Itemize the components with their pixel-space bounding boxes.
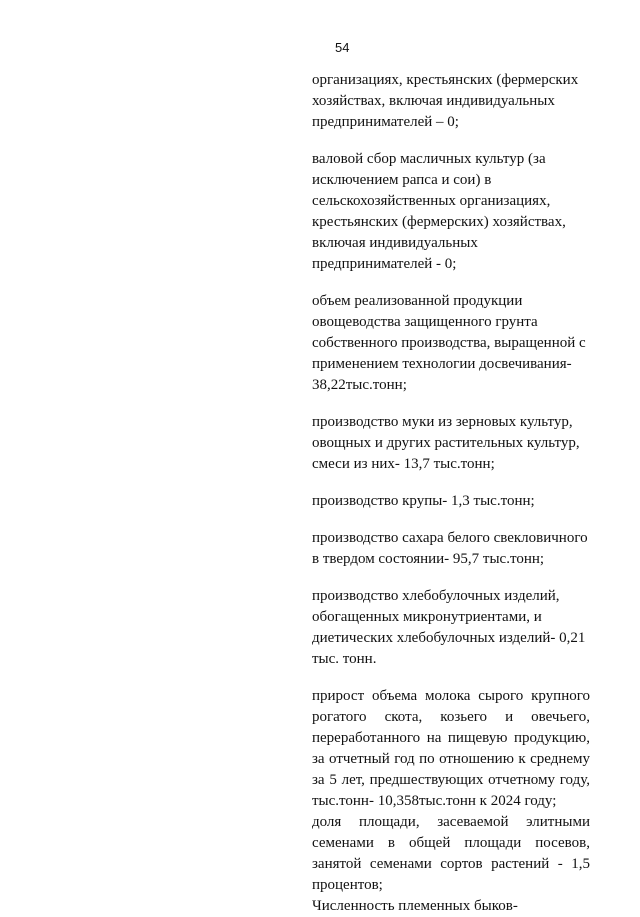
text-line: организациях, крестьянских (фермерских	[312, 72, 579, 88]
text-line: процентов;	[312, 877, 383, 893]
document-body	[312, 70, 590, 917]
justified-paragraph	[312, 686, 590, 896]
text-line: крестьянских (фермерских) хозяйствах,	[312, 214, 566, 230]
text-line: семенами в общей площади посевов,	[312, 835, 590, 851]
text-line: диетических хлебобулочных изделий- 0,21	[312, 630, 586, 646]
text-line: производство хлебобулочных изделий,	[312, 588, 560, 604]
paragraph	[312, 528, 590, 570]
text-line: смеси из них- 13,7 тыс.тонн;	[312, 456, 495, 472]
text-line: овощеводства защищенного грунта	[312, 314, 538, 330]
paragraph	[312, 70, 590, 133]
text-line: хозяйствах, включая индивидуальных	[312, 93, 555, 109]
text-line: овощных и других растительных культур,	[312, 435, 580, 451]
text-line: производство крупы- 1,3 тыс.тонн;	[312, 493, 535, 509]
text-line: занятой семенами сортов растений - 1,5	[312, 856, 590, 872]
text-line: сельскохозяйственных организациях,	[312, 193, 551, 209]
paragraph	[312, 149, 590, 275]
final-paragraph	[312, 896, 590, 917]
text-line: тыс.тонн- 10,358тыс.тонн к 2024 году;	[312, 793, 557, 809]
paragraph	[312, 586, 590, 670]
text-line: рогатого скота, козьего и овечьего,	[312, 709, 590, 725]
text-line: за отчетный год по отношению к среднему	[312, 751, 590, 767]
text-line: применением технологии досвечивания-	[312, 356, 572, 372]
text-line: тыс. тонн.	[312, 651, 377, 667]
text-line: производство сахара белого свекловичного	[312, 530, 588, 546]
text-line: производство муки из зерновых культур,	[312, 414, 573, 430]
text-line: исключением рапса и сои) в	[312, 172, 492, 188]
text-line: объем реализованной продукции	[312, 293, 523, 309]
text-line: 38,22тыс.тонн;	[312, 377, 407, 393]
paragraph	[312, 491, 590, 512]
text-line: за 5 лет, предшествующих отчетному году,	[312, 772, 590, 788]
text-line: прирост объема молока сырого крупного	[312, 688, 590, 704]
text-line: обогащенных микронутриентами, и	[312, 609, 542, 625]
paragraph	[312, 412, 590, 475]
paragraph	[312, 291, 590, 396]
text-line: переработанного на пищевую продукцию,	[312, 730, 590, 746]
text-line: собственного производства, выращенной с	[312, 335, 586, 351]
text-line: валовой сбор масличных культур (за	[312, 151, 546, 167]
page-number: 54	[335, 40, 350, 55]
paragraph-list	[312, 70, 590, 670]
text-line: доля площади, засеваемой элитными	[312, 814, 590, 830]
text-line: предпринимателей - 0;	[312, 256, 457, 272]
text-line: включая индивидуальных	[312, 235, 478, 251]
text-line: предпринимателей – 0;	[312, 114, 459, 130]
text-line: в твердом состоянии- 95,7 тыс.тонн;	[312, 551, 545, 567]
final-line: Численность племенных быков-	[312, 898, 518, 914]
